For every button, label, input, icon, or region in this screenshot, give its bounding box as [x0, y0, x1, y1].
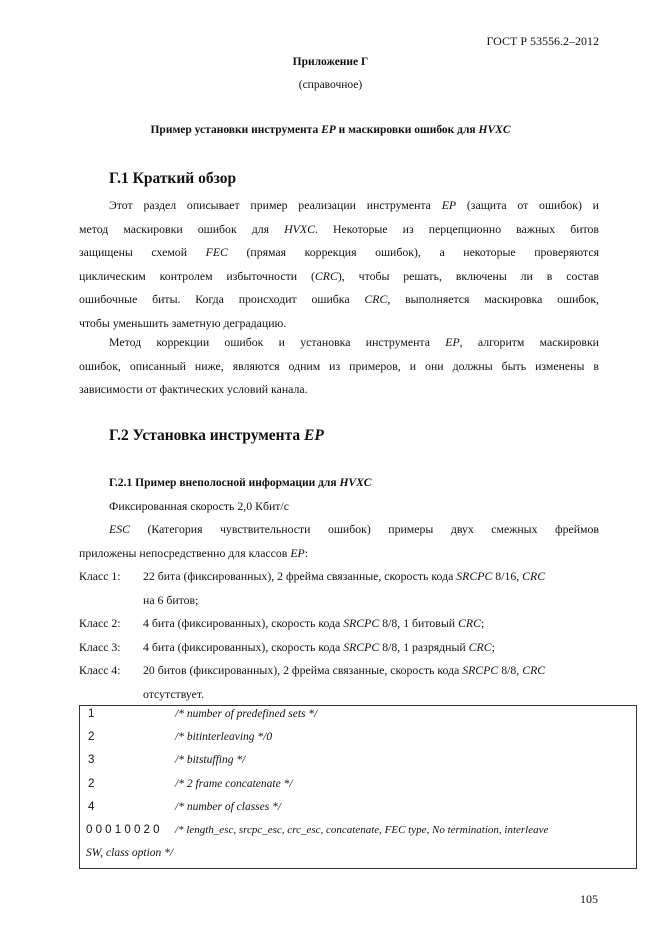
- class-item: [79, 659, 619, 706]
- code-box: [79, 705, 637, 869]
- code-comment: /* number of predefined sets */: [175, 708, 318, 720]
- document-code: ГОСТ Р 53556.2–2012: [486, 34, 599, 48]
- section-1-paragraph-1: [79, 194, 599, 335]
- code-comment: /* bitinterleaving */0: [175, 731, 273, 744]
- code-value: 0 0 0 1 0 0 2 0: [86, 824, 160, 836]
- section-2-title-pre: Г.2 Установка инструмента: [109, 427, 305, 444]
- class-label: Класс 4:: [79, 663, 121, 677]
- section-1-title: Г.1 Краткий обзор: [109, 170, 237, 187]
- section-2-title-ep: EP: [304, 427, 324, 444]
- code-comment: /* length_esc, srcpc_esc, crc_esc, concatenate, FEC type, No termination, interleave: [175, 824, 549, 836]
- italic-term: SRCPC: [343, 639, 380, 654]
- subsection-title-hvxc: HVXC: [339, 477, 372, 489]
- italic-term: EP: [445, 335, 460, 349]
- class-line: отсутствует.: [143, 686, 205, 701]
- italic-term: HVXC: [284, 221, 315, 236]
- page-number: 105: [580, 892, 598, 906]
- italic-term: SRCPC: [456, 569, 493, 583]
- italic-term: EP: [290, 545, 305, 560]
- esc-paragraph: [79, 518, 599, 565]
- code-comment: /* number of classes */: [175, 800, 282, 813]
- class-line: Класс 3: 4 бита (фиксированных), скорость кода SRCPC 8/8, 1 разрядный CRC;: [79, 636, 619, 660]
- subsection-2-1-title: [109, 477, 371, 489]
- code-value: 1: [88, 708, 95, 720]
- italic-term: CRC: [314, 268, 338, 283]
- italic-term: CRC: [522, 569, 546, 583]
- text-line: метод маскировки ошибок для HVXC. Некоторые из перцепционно важных битов: [79, 221, 599, 236]
- code-value: 4: [88, 800, 95, 813]
- text-line: защищены схемой FEC (прямая коррекция ошибок), а некоторые проверяются: [79, 245, 599, 259]
- annex-heading: [0, 124, 661, 136]
- text-line: зависимости от фактических условий канала.: [79, 382, 308, 396]
- class-item: [79, 612, 619, 636]
- italic-term: SRCPC: [343, 616, 380, 630]
- text-line: чтобы уменьшить заметную деградацию.: [79, 315, 287, 330]
- italic-term: CRC: [364, 292, 388, 306]
- annex-heading-hvxc: HVXC: [478, 124, 511, 136]
- fixed-rate-line: Фиксированная скорость 2,0 Кбит/с: [109, 499, 289, 513]
- italic-term: FEC: [205, 245, 228, 259]
- class-line: на 6 битов;: [143, 592, 199, 607]
- class-list: [79, 565, 619, 706]
- code-value: 2: [88, 731, 95, 744]
- text-line: ошибочные биты. Когда происходит ошибка CRC, выполняется маскировка ошибок,: [79, 292, 599, 306]
- class-item: [79, 636, 619, 660]
- italic-term: CRC: [458, 616, 481, 630]
- text-line: приложены непосредственно для классов EP:: [79, 545, 309, 560]
- subsection-title-pre: Г.2.1 Пример внеполосной информации для: [109, 477, 340, 489]
- italic-term: ESC: [109, 522, 130, 536]
- code-continuation: SW, class option */: [86, 847, 174, 859]
- italic-term: CRC: [522, 663, 546, 677]
- class-item: [79, 565, 619, 612]
- annex-title: Приложение Г: [292, 56, 369, 68]
- class-label: Класс 2:: [79, 616, 121, 630]
- italic-term: CRC: [468, 639, 492, 654]
- code-comment: /* 2 frame concatenate */: [175, 777, 293, 790]
- annex-heading-ep: EP: [321, 124, 336, 136]
- section-2-title: [109, 427, 324, 445]
- annex-heading-pre: Пример установки инструмента: [150, 124, 322, 136]
- class-line: Класс 4: 20 битов (фиксированных), 2 фрейма связанные, скорость кода SRCPC 8/8, CRC: [79, 659, 619, 683]
- text-line: ошибок, описанный ниже, являются одним из примеров, и они должны быть изменены в: [79, 358, 599, 373]
- class-line: Класс 2: 4 бита (фиксированных), скорость кода SRCPC 8/8, 1 битовый CRC;: [79, 612, 619, 636]
- annex-heading-mid: и маскировки ошибок для: [335, 124, 479, 136]
- section-1-paragraph-2: [79, 331, 599, 402]
- class-label: Класс 3:: [79, 639, 121, 654]
- text-line: ESC (Категория чувствительности ошибок) примеры двух смежных фреймов: [109, 522, 599, 536]
- italic-term: SRCPC: [462, 663, 499, 677]
- class-line: Класс 1: 22 бита (фиксированных), 2 фрейма связанные, скорость кода SRCPC 8/16, CRC: [79, 565, 619, 589]
- code-value: 3: [88, 754, 95, 767]
- italic-term: EP: [441, 198, 457, 212]
- text-line: Этот раздел описывает пример реализации инструмента EP (защита от ошибок) и: [109, 198, 599, 212]
- text-line: Метод коррекции ошибок и установка инструмента EP, алгоритм маскировки: [109, 335, 599, 349]
- text-line: циклическим контролем избыточности (CRC), чтобы решать, включены ли в состав: [79, 268, 600, 283]
- annex-type: (справочное): [298, 79, 363, 91]
- class-label: Класс 1:: [79, 569, 121, 583]
- code-comment: /* bitstuffing */: [175, 754, 246, 767]
- code-value: 2: [88, 777, 95, 790]
